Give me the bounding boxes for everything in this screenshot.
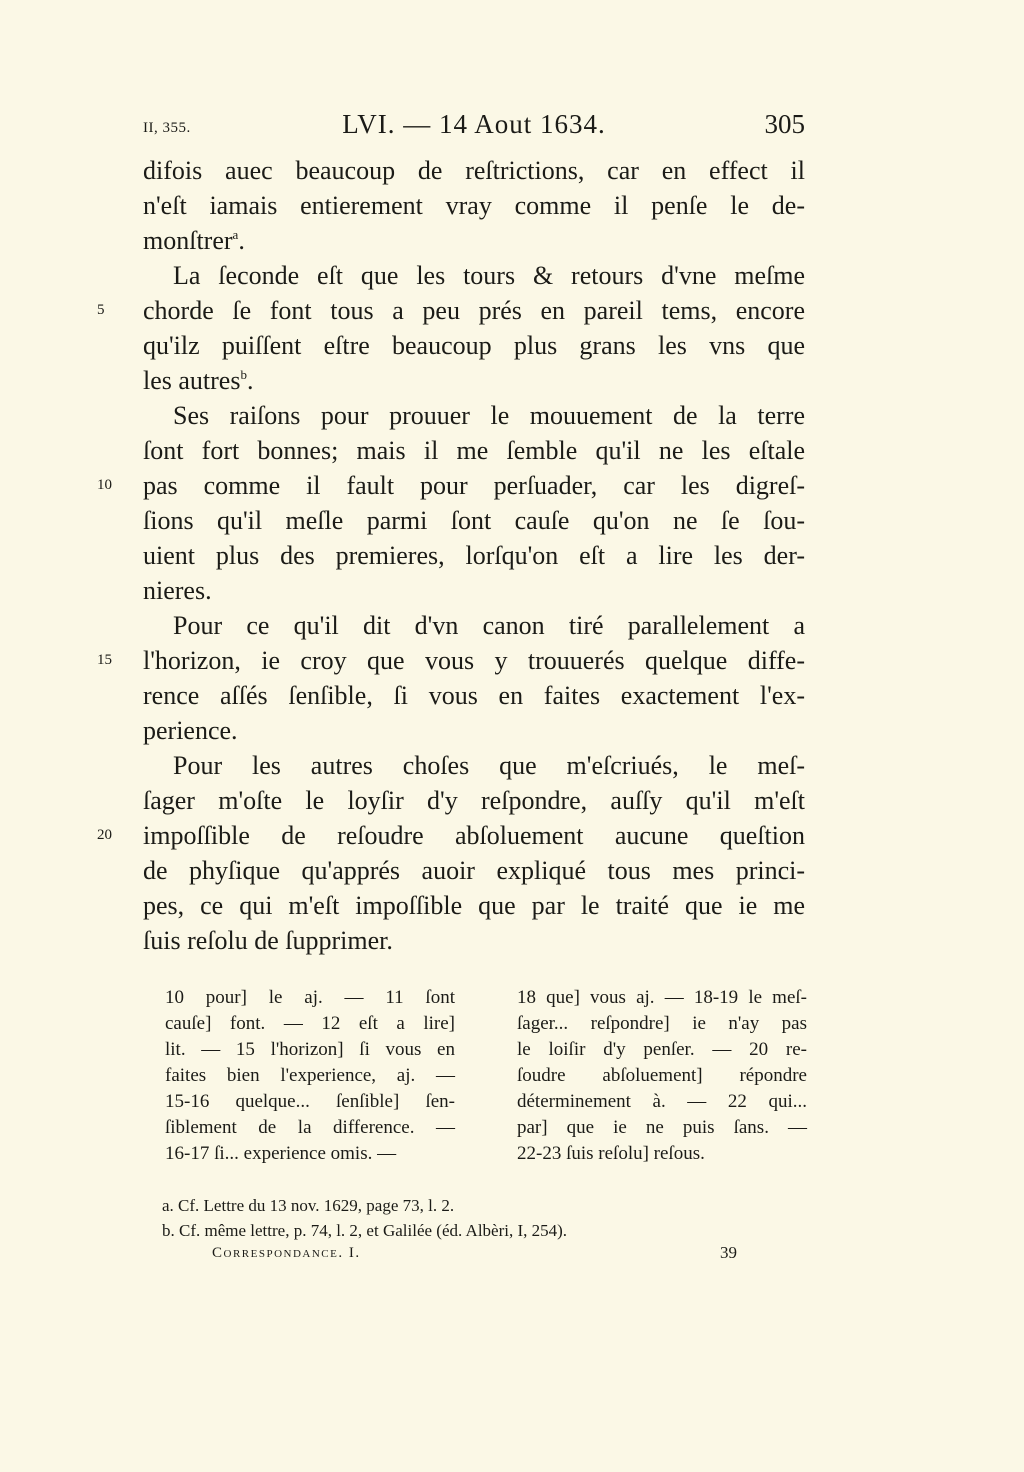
line-punctuation: . (246, 366, 254, 395)
line-text: impoſſible de reſoudre abſoluement aucune queſtion (143, 821, 805, 850)
variant-line: ſoudre abſoluement] répondre (517, 1065, 807, 1086)
line-text: rence aſſés ſenſible, ſi vous en faites exactement l'ex- (143, 681, 805, 710)
text-line (143, 363, 805, 398)
text-line (97, 293, 805, 328)
variant-line: déterminement à. — 22 qui... (517, 1091, 807, 1112)
text-line (143, 608, 805, 643)
footnote: b. Cf. même lettre, p. 74, l. 2, et Galilée (éd. Albèri, I, 254). (162, 1221, 568, 1240)
text-line (143, 853, 805, 888)
text-line (143, 433, 805, 468)
line-text: Ses raiſons pour prouuer le mouuement de la terre (173, 401, 805, 430)
line-text: pes, ce qui m'eſt impoſſible que par le traité que ie me (143, 891, 805, 920)
text-line (143, 398, 805, 433)
line-punctuation: . (238, 226, 245, 255)
line-text: l'horizon, ie croy que vous y trouuerés quelque diffe- (143, 646, 805, 675)
variant-line: 22-23 ſuis reſolu] reſous. (517, 1143, 705, 1164)
text-line (143, 503, 805, 538)
text-line (143, 538, 805, 573)
text-line (143, 188, 805, 223)
signature-mark: Correspondance. I. (212, 1245, 361, 1261)
line-text: ſont fort bonnes; mais il me ſemble qu'il ne les eſtale (143, 436, 805, 465)
variant-line: 10 pour] le aj. — 11 ſont (165, 987, 455, 1008)
line-text: difois auec beaucoup de reſtrictions, car en effect il (143, 156, 805, 185)
line-text: Pour les autres choſes que m'eſcriués, le meſ- (173, 751, 805, 780)
text-line (97, 818, 805, 853)
line-text: perience. (143, 716, 238, 745)
text-line (97, 643, 805, 678)
text-line (143, 223, 805, 258)
variant-line: 15-16 quelque... ſenſible] ſen- (165, 1091, 455, 1112)
running-header (143, 104, 805, 144)
variant-line: ſiblement de la difference. — (165, 1117, 455, 1138)
text-line (143, 783, 805, 818)
letter-title: LVI. — 14 Aout 1634. (342, 109, 606, 139)
text-line (143, 328, 805, 363)
footnote-marker: b (240, 367, 247, 382)
line-text: uient plus des premieres, lorſqu'on eſt a lire les der- (143, 541, 805, 570)
variant-line: faites bien l'experience, aj. — (165, 1065, 455, 1086)
line-text: monſtrer (143, 226, 233, 255)
variant-line: ſager... reſpondre] ie n'ay pas (517, 1013, 807, 1034)
line-text: pas comme il fault pour perſuader, car les digreſ- (143, 471, 805, 500)
line-number: 5 (97, 302, 105, 318)
line-number: 10 (97, 477, 112, 493)
line-number: 20 (97, 827, 112, 843)
page-number: 305 (764, 109, 805, 139)
line-text: qu'ilz puiſſent eſtre beaucoup plus grans les vns que (143, 331, 805, 360)
variant-line: lit. — 15 l'horizon] ſi vous en (165, 1039, 455, 1060)
variant-column-left (165, 985, 455, 1167)
volume-reference: II, 355. (143, 120, 191, 136)
line-text: de phyſique qu'apprés auoir expliqué tous mes princi- (143, 856, 805, 885)
footnote: a. Cf. Lettre du 13 nov. 1629, page 73, l. 2. (162, 1196, 455, 1215)
text-line (143, 678, 805, 713)
variant-readings (165, 985, 807, 1167)
line-text: n'eſt iamais entierement vray comme il penſe le de- (143, 191, 805, 220)
text-line (97, 468, 805, 503)
variant-line: 16-17 ſi... experience omis. — (165, 1143, 397, 1164)
variant-column-right (517, 985, 807, 1167)
text-line (143, 573, 805, 608)
line-text: ſager m'oſte le loyſir d'y reſpondre, auſſy qu'il m'eſt (143, 786, 805, 815)
line-text: les autres (143, 366, 241, 395)
text-line (143, 923, 805, 958)
footnote-marker: a (232, 227, 239, 242)
text-line (143, 748, 805, 783)
variant-line: par] que ie ne puis ſans. — (517, 1117, 807, 1138)
variant-line: le loiſir d'y penſer. — 20 re- (517, 1039, 807, 1060)
line-text: chorde ſe font tous a peu prés en pareil tems, encore (143, 296, 805, 325)
text-line (143, 258, 805, 293)
text-line (143, 888, 805, 923)
sheet-number: 39 (720, 1243, 737, 1262)
variant-line: cauſe] font. — 12 eſt a lire] (165, 1013, 455, 1034)
line-text: La ſeconde eſt que les tours & retours d'vne meſme (173, 261, 805, 290)
line-text: nieres. (143, 576, 212, 605)
line-text: ſuis reſolu de ſupprimer. (143, 926, 393, 955)
line-text: ſions qu'il meſle parmi ſont cauſe qu'on ne ſe ſou- (143, 506, 805, 535)
line-number: 15 (97, 652, 112, 668)
letter-body (97, 153, 805, 958)
text-line (143, 713, 805, 748)
variant-line: 18 que] vous aj. — 18-19 le meſ- (517, 987, 807, 1008)
footnotes (162, 1193, 762, 1243)
text-line (143, 153, 805, 188)
line-text: Pour ce qu'il dit d'vn canon tiré parallelement a (173, 611, 805, 640)
